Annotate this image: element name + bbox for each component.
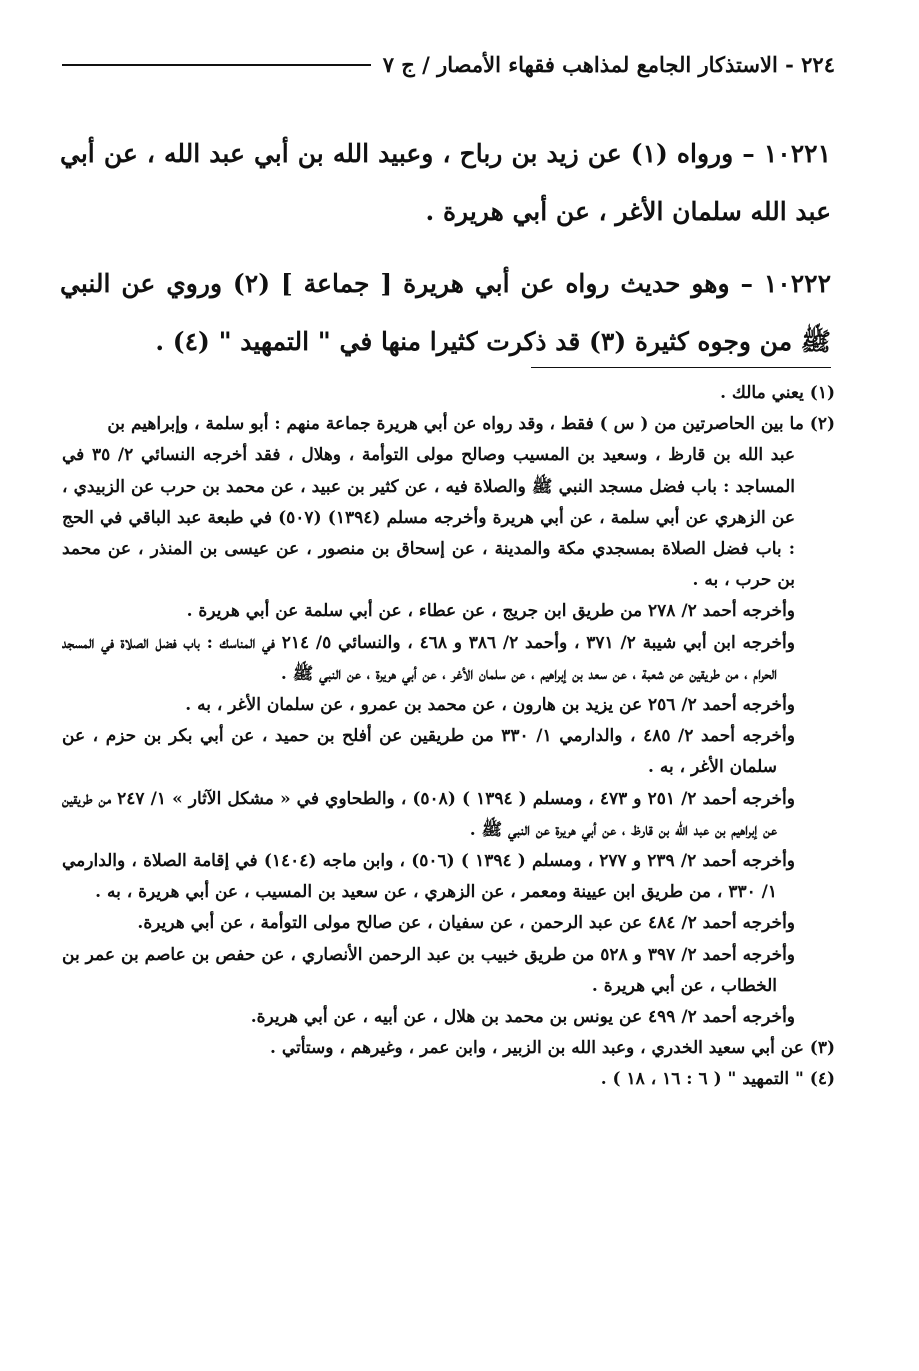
footnote-2-p9: وأخرجه أحمد ٢/ ٤٩٩ عن يونس بن محمد بن هلال ، عن أبيه ، عن أبي هريرة.	[250, 1007, 795, 1028]
footnote-2-p4: وأخرجه أحمد ٢/ ٤٨٥ ، والدارمي ١/ ٣٣٠ من طريقين عن أفلح بن حميد ، عن أبي بكر بن حزم ، عن سلمان الأغر ، به .	[62, 726, 795, 778]
running-header	[62, 52, 835, 77]
footnote-1: (١) يعني مالك .	[720, 383, 835, 403]
header-title: ٢٢٤ - الاستذكار الجامع لمذاهب فقهاء الأمصار / ج ٧	[382, 52, 835, 77]
footnote-3: (٣) عن أبي سعيد الخدري ، وعبد الله بن الزبير ، وابن عمر ، وغيرهم ، وستأتي .	[270, 1038, 835, 1059]
footnote-2-body: عبد الله بن قارظ ، وسعيد بن المسيب وصالح مولى التوأمة ، وهلال ، فقد أخرجه النسائي ٢/ ٣٥ في المساجد : باب فضل مسجد النبي ﷺ والصلاة فيه ، عن كثير بن عبيد ، عن محمد بن حرب عن الزبيدي ، عن الزهري عن أبي سلمة ، عن أبي هريرة وأخرجه مسلم (١٣٩٤) (٥٠٧) في طبعة عبد الباقي في الحج : باب فضل الصلاة بمسجدي مكة والمدينة ، عن إسحاق بن منصور ، عن عيسى بن المنذر ، عن محمد بن حرب ، به .	[62, 445, 795, 591]
footnote-2-p8: وأخرجه أحمد ٢/ ٣٩٧ و ٥٢٨ من طريق خبيب بن عبد الرحمن الأنصاري ، عن حفص بن عاصم بن عمر بن الخطاب ، عن أبي هريرة .	[62, 944, 796, 996]
main-text	[60, 125, 831, 371]
paragraph-10222: ١٠٢٢٢ – وهو حديث رواه عن أبي هريرة [ جماعة ] (٢) وروي عن النبي ﷺ من وجوه كثيرة (٣) قد ذكرت كثيرا منها في " التمهيد " (٤) .	[60, 269, 831, 356]
footnote-2-p5: وأخرجه أحمد ٢/ ٢٥١ و ٤٧٣ ، ومسلم ( ١٣٩٤ ) (٥٠٨) ، والطحاوي في « مشكل الآثار » ١/ ٢٤٧ من طريقين عن إبراهيم بن عبد الله بن قارظ ، عن أبي هريرة عن النبي ﷺ .	[62, 788, 795, 840]
footnote-separator	[531, 367, 831, 368]
footnote-4: (٤) " التمهيد " ( ٦ : ١٦ ، ١٨ ) .	[600, 1069, 835, 1090]
footnote-2-p6: وأخرجه أحمد ٢/ ٢٣٩ و ٢٧٧ ، ومسلم ( ١٣٩٤ ) (٥٠٦) ، وابن ماجه (١٤٠٤) في إقامة الصلاة ، والدارمي ١/ ٣٣٠ ، من طريق ابن عيينة ومعمر ، عن الزهري ، عن سعيد بن المسيب ، عن أبي هريرة ، به .	[62, 851, 796, 903]
footnote-2-p2: وأخرجه ابن أبي شيبة ٢/ ٣٧١ ، وأحمد ٢/ ٣٨٦ و ٤٦٨ ، والنسائي ٥/ ٢١٤ في المناسك : باب فضل الصلاة في المسجد الحرام ، من طريقين عن شعبة ، عن سعد بن إبراهيم ، عن سلمان الأغر ، عن أبي هريرة ، عن النبي ﷺ .	[62, 632, 795, 684]
footnote-2-p3: وأخرجه أحمد ٢/ ٢٥٦ عن يزيد بن هارون ، عن محمد بن عمرو ، عن سلمان الأغر ، به .	[185, 695, 795, 716]
paragraph-10221: ١٠٢٢١ – ورواه (١) عن زيد بن رباح ، وعبيد الله بن أبي عبد الله ، عن أبي عبد الله سلمان الأغر ، عن أبي هريرة .	[60, 139, 831, 226]
footnote-2-lead: (٢) ما بين الحاصرتين من ( س ) فقط ، وقد رواه عن أبي هريرة جماعة منهم : أبو سلمة ، وإبراهيم بن	[107, 414, 835, 435]
footnote-2-p1: وأخرجه أحمد ٢/ ٢٧٨ من طريق ابن جريج ، عن عطاء ، عن أبي سلمة عن أبي هريرة .	[186, 601, 795, 622]
footnotes	[62, 378, 835, 1096]
footnote-2-p7: وأخرجه أحمد ٢/ ٤٨٤ عن عبد الرحمن ، عن سفيان ، عن صالح مولى التوأمة ، عن أبي هريرة.	[137, 913, 795, 934]
header-rule	[62, 64, 371, 66]
